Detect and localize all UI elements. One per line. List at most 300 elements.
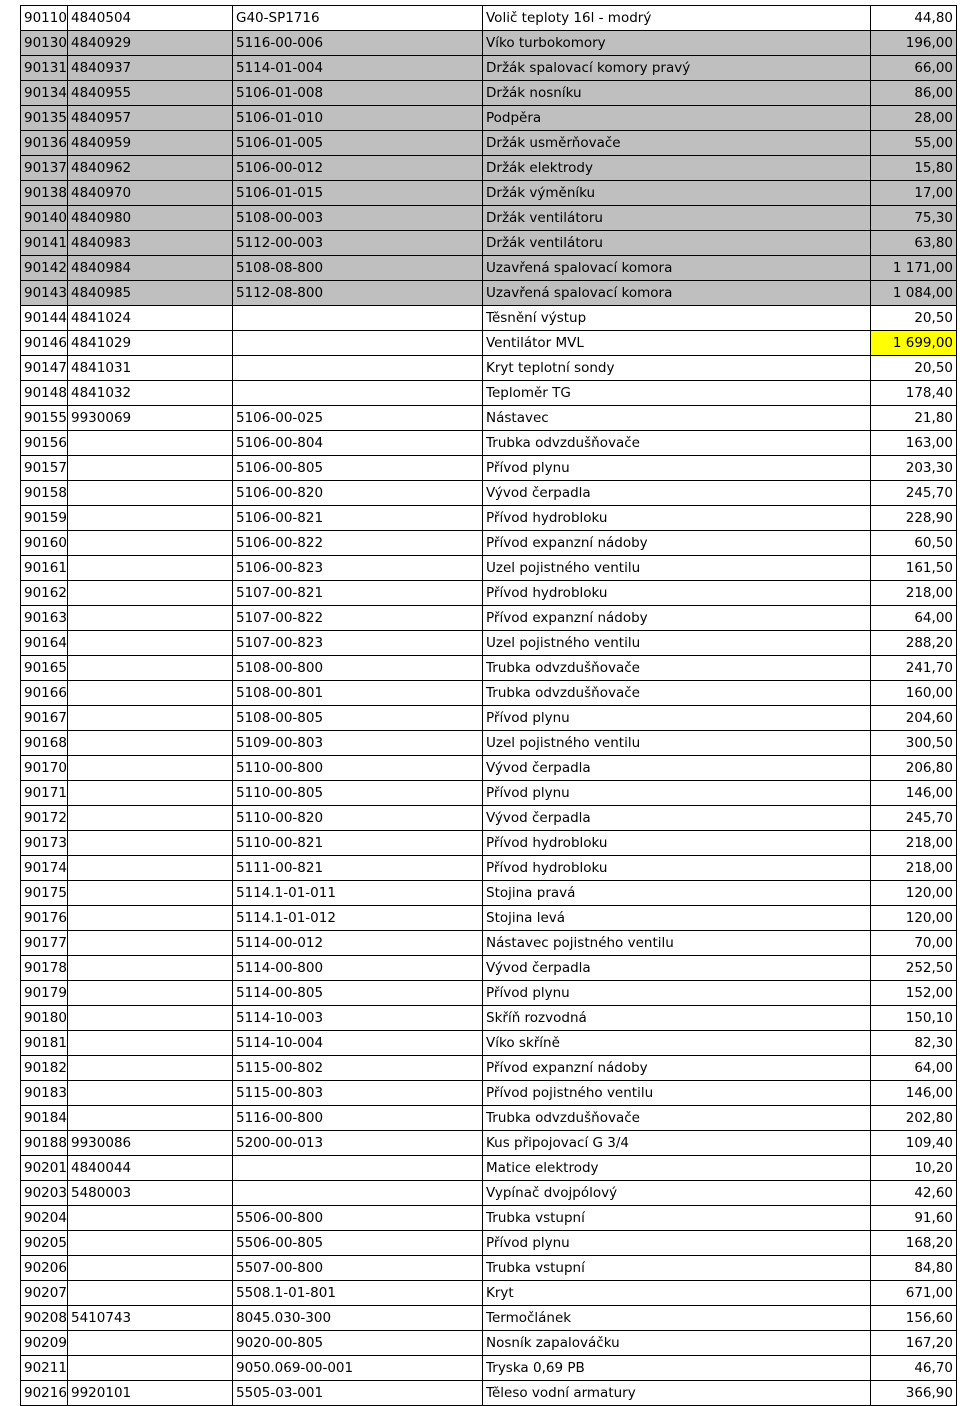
- cell-description: Uzel pojistného ventilu: [483, 731, 871, 756]
- table-row: [21, 1031, 957, 1056]
- table-row: [21, 981, 957, 1006]
- table-row: [21, 431, 957, 456]
- table-row: [21, 281, 957, 306]
- table-row: [21, 581, 957, 606]
- cell-item-number: 90135: [21, 106, 68, 131]
- cell-description: Přívod expanzní nádoby: [483, 531, 871, 556]
- cell-order-code: [68, 906, 233, 931]
- cell-description: Přívod hydrobloku: [483, 581, 871, 606]
- cell-price: 206,80: [871, 756, 957, 781]
- cell-description: Přívod expanzní nádoby: [483, 606, 871, 631]
- cell-part-number: 5108-00-003: [233, 206, 483, 231]
- cell-description: Uzavřená spalovací komora: [483, 256, 871, 281]
- cell-part-number: 5106-00-804: [233, 431, 483, 456]
- cell-part-number: G40-SP1716: [233, 6, 483, 31]
- cell-order-code: [68, 681, 233, 706]
- table-row: [21, 256, 957, 281]
- table-row: [21, 706, 957, 731]
- cell-description: Kus připojovací G 3/4: [483, 1131, 871, 1156]
- cell-part-number: [233, 1181, 483, 1206]
- cell-price: 120,00: [871, 881, 957, 906]
- cell-part-number: 5114-10-004: [233, 1031, 483, 1056]
- cell-item-number: 90155: [21, 406, 68, 431]
- cell-item-number: 90136: [21, 131, 68, 156]
- cell-description: Matice elektrody: [483, 1156, 871, 1181]
- cell-item-number: 90140: [21, 206, 68, 231]
- cell-order-code: [68, 1331, 233, 1356]
- cell-price: 1 699,00: [871, 331, 957, 356]
- cell-item-number: 90162: [21, 581, 68, 606]
- cell-part-number: 5107-00-821: [233, 581, 483, 606]
- cell-item-number: 90137: [21, 156, 68, 181]
- cell-order-code: 4841024: [68, 306, 233, 331]
- cell-order-code: [68, 731, 233, 756]
- cell-item-number: 90180: [21, 1006, 68, 1031]
- cell-part-number: [233, 306, 483, 331]
- cell-price: 241,70: [871, 656, 957, 681]
- cell-part-number: 5114-10-003: [233, 1006, 483, 1031]
- cell-description: Trubka vstupní: [483, 1206, 871, 1231]
- cell-part-number: 5106-01-008: [233, 81, 483, 106]
- cell-description: Přívod plynu: [483, 706, 871, 731]
- cell-description: Přívod plynu: [483, 1231, 871, 1256]
- cell-description: Víko turbokomory: [483, 31, 871, 56]
- cell-price: 366,90: [871, 1381, 957, 1406]
- cell-description: Kryt teplotní sondy: [483, 356, 871, 381]
- cell-description: Držák usměrňovače: [483, 131, 871, 156]
- cell-part-number: 5114.1-01-011: [233, 881, 483, 906]
- cell-order-code: [68, 531, 233, 556]
- cell-description: Víko skříně: [483, 1031, 871, 1056]
- cell-description: Trubka odvzdušňovače: [483, 681, 871, 706]
- table-row: [21, 506, 957, 531]
- cell-price: 168,20: [871, 1231, 957, 1256]
- cell-part-number: 5112-00-003: [233, 231, 483, 256]
- cell-order-code: [68, 1106, 233, 1131]
- table-row: [21, 31, 957, 56]
- cell-order-code: 4840983: [68, 231, 233, 256]
- cell-price: 156,60: [871, 1306, 957, 1331]
- cell-part-number: 5115-00-802: [233, 1056, 483, 1081]
- table-row: [21, 906, 957, 931]
- cell-item-number: 90158: [21, 481, 68, 506]
- table-row: [21, 556, 957, 581]
- table-row: [21, 806, 957, 831]
- cell-description: Stojina pravá: [483, 881, 871, 906]
- cell-item-number: 90166: [21, 681, 68, 706]
- table-row: [21, 731, 957, 756]
- cell-order-code: 4840985: [68, 281, 233, 306]
- cell-price: 17,00: [871, 181, 957, 206]
- cell-price: 15,80: [871, 156, 957, 181]
- cell-item-number: 90201: [21, 1156, 68, 1181]
- table-row: [21, 1006, 957, 1031]
- cell-price: 245,70: [871, 806, 957, 831]
- cell-part-number: 5106-00-805: [233, 456, 483, 481]
- cell-order-code: [68, 1356, 233, 1381]
- cell-price: 178,40: [871, 381, 957, 406]
- cell-price: 10,20: [871, 1156, 957, 1181]
- cell-price: 146,00: [871, 781, 957, 806]
- cell-price: 1 171,00: [871, 256, 957, 281]
- cell-price: 196,00: [871, 31, 957, 56]
- table-row: [21, 181, 957, 206]
- cell-item-number: 90164: [21, 631, 68, 656]
- cell-item-number: 90167: [21, 706, 68, 731]
- cell-description: Trubka odvzdušňovače: [483, 431, 871, 456]
- cell-order-code: [68, 1231, 233, 1256]
- cell-price: 252,50: [871, 956, 957, 981]
- cell-order-code: [68, 931, 233, 956]
- cell-part-number: 5114-01-004: [233, 56, 483, 81]
- cell-price: 75,30: [871, 206, 957, 231]
- cell-description: Stojina levá: [483, 906, 871, 931]
- cell-part-number: 5110-00-820: [233, 806, 483, 831]
- cell-item-number: 90181: [21, 1031, 68, 1056]
- cell-price: 28,00: [871, 106, 957, 131]
- cell-item-number: 90134: [21, 81, 68, 106]
- cell-description: Držák ventilátoru: [483, 206, 871, 231]
- table-row: [21, 156, 957, 181]
- cell-item-number: 90163: [21, 606, 68, 631]
- table-row: [21, 831, 957, 856]
- cell-item-number: 90141: [21, 231, 68, 256]
- cell-item-number: 90159: [21, 506, 68, 531]
- table-row: [21, 956, 957, 981]
- cell-part-number: [233, 1156, 483, 1181]
- cell-item-number: 90144: [21, 306, 68, 331]
- cell-description: Přívod hydrobloku: [483, 856, 871, 881]
- cell-order-code: 4840984: [68, 256, 233, 281]
- table-row: [21, 356, 957, 381]
- cell-part-number: 5108-08-800: [233, 256, 483, 281]
- cell-item-number: 90176: [21, 906, 68, 931]
- cell-item-number: 90204: [21, 1206, 68, 1231]
- cell-part-number: 5106-00-820: [233, 481, 483, 506]
- cell-item-number: 90182: [21, 1056, 68, 1081]
- cell-part-number: 5506-00-805: [233, 1231, 483, 1256]
- cell-order-code: 9920101: [68, 1381, 233, 1406]
- cell-description: Vývod čerpadla: [483, 481, 871, 506]
- table-row: [21, 606, 957, 631]
- table-row: [21, 1281, 957, 1306]
- cell-part-number: 5106-01-015: [233, 181, 483, 206]
- cell-description: Držák elektrody: [483, 156, 871, 181]
- cell-order-code: [68, 456, 233, 481]
- cell-item-number: 90165: [21, 656, 68, 681]
- cell-part-number: 5200-00-013: [233, 1131, 483, 1156]
- cell-order-code: [68, 506, 233, 531]
- table-row: [21, 1106, 957, 1131]
- cell-price: 245,70: [871, 481, 957, 506]
- cell-part-number: 5106-00-025: [233, 406, 483, 431]
- cell-order-code: 4840957: [68, 106, 233, 131]
- table-row: [21, 6, 957, 31]
- table-row: [21, 1206, 957, 1231]
- cell-item-number: 90178: [21, 956, 68, 981]
- table-row: [21, 1331, 957, 1356]
- cell-price: 218,00: [871, 581, 957, 606]
- table-row: [21, 881, 957, 906]
- table-row: [21, 331, 957, 356]
- cell-description: Držák ventilátoru: [483, 231, 871, 256]
- cell-item-number: 90160: [21, 531, 68, 556]
- cell-item-number: 90209: [21, 1331, 68, 1356]
- table-row: [21, 106, 957, 131]
- cell-item-number: 90183: [21, 1081, 68, 1106]
- cell-item-number: 90146: [21, 331, 68, 356]
- cell-price: 288,20: [871, 631, 957, 656]
- cell-order-code: [68, 1081, 233, 1106]
- cell-price: 146,00: [871, 1081, 957, 1106]
- table-row: [21, 81, 957, 106]
- cell-part-number: 5114-00-800: [233, 956, 483, 981]
- cell-part-number: 5116-00-800: [233, 1106, 483, 1131]
- cell-price: 218,00: [871, 831, 957, 856]
- cell-part-number: 5106-00-012: [233, 156, 483, 181]
- cell-order-code: [68, 631, 233, 656]
- cell-price: 203,30: [871, 456, 957, 481]
- cell-part-number: 5106-01-005: [233, 131, 483, 156]
- cell-order-code: [68, 1031, 233, 1056]
- parts-table-body: [21, 6, 957, 1406]
- table-row: [21, 681, 957, 706]
- cell-description: Přívod plynu: [483, 456, 871, 481]
- cell-order-code: 4840980: [68, 206, 233, 231]
- cell-order-code: [68, 781, 233, 806]
- cell-description: Vypínač dvojpólový: [483, 1181, 871, 1206]
- cell-part-number: 5110-00-805: [233, 781, 483, 806]
- cell-description: Držák nosníku: [483, 81, 871, 106]
- cell-order-code: 9930069: [68, 406, 233, 431]
- table-row: [21, 531, 957, 556]
- cell-item-number: 90110: [21, 6, 68, 31]
- cell-description: Uzel pojistného ventilu: [483, 631, 871, 656]
- cell-price: 60,50: [871, 531, 957, 556]
- cell-order-code: [68, 956, 233, 981]
- cell-price: 120,00: [871, 906, 957, 931]
- cell-part-number: 9020-00-805: [233, 1331, 483, 1356]
- cell-item-number: 90130: [21, 31, 68, 56]
- cell-part-number: [233, 356, 483, 381]
- table-row: [21, 1181, 957, 1206]
- cell-order-code: 4840955: [68, 81, 233, 106]
- cell-item-number: 90216: [21, 1381, 68, 1406]
- cell-price: 152,00: [871, 981, 957, 1006]
- cell-description: Přívod pojistného ventilu: [483, 1081, 871, 1106]
- cell-description: Kryt: [483, 1281, 871, 1306]
- cell-order-code: 5410743: [68, 1306, 233, 1331]
- cell-part-number: 5108-00-800: [233, 656, 483, 681]
- cell-description: Těleso vodní armatury: [483, 1381, 871, 1406]
- cell-item-number: 90147: [21, 356, 68, 381]
- cell-order-code: [68, 1206, 233, 1231]
- cell-item-number: 90143: [21, 281, 68, 306]
- cell-order-code: [68, 881, 233, 906]
- cell-order-code: 4840044: [68, 1156, 233, 1181]
- cell-part-number: 5110-00-800: [233, 756, 483, 781]
- cell-part-number: 5114.1-01-012: [233, 906, 483, 931]
- cell-order-code: 5480003: [68, 1181, 233, 1206]
- cell-part-number: 5106-00-823: [233, 556, 483, 581]
- cell-description: Přívod hydrobloku: [483, 506, 871, 531]
- cell-order-code: 4841032: [68, 381, 233, 406]
- cell-item-number: 90177: [21, 931, 68, 956]
- table-row: [21, 131, 957, 156]
- cell-order-code: 4840962: [68, 156, 233, 181]
- cell-price: 160,00: [871, 681, 957, 706]
- cell-item-number: 90179: [21, 981, 68, 1006]
- cell-description: Přívod hydrobloku: [483, 831, 871, 856]
- cell-description: Nástavec: [483, 406, 871, 431]
- cell-part-number: 5112-08-800: [233, 281, 483, 306]
- cell-item-number: 90207: [21, 1281, 68, 1306]
- table-row: [21, 1356, 957, 1381]
- table-row: [21, 856, 957, 881]
- cell-order-code: [68, 1056, 233, 1081]
- cell-part-number: 5106-00-822: [233, 531, 483, 556]
- table-row: [21, 1081, 957, 1106]
- cell-price: 228,90: [871, 506, 957, 531]
- cell-part-number: 5111-00-821: [233, 856, 483, 881]
- cell-item-number: 90203: [21, 1181, 68, 1206]
- cell-price: 300,50: [871, 731, 957, 756]
- cell-description: Uzavřená spalovací komora: [483, 281, 871, 306]
- cell-price: 150,10: [871, 1006, 957, 1031]
- cell-order-code: [68, 706, 233, 731]
- cell-description: Držák spalovací komory pravý: [483, 56, 871, 81]
- cell-price: 1 084,00: [871, 281, 957, 306]
- cell-order-code: [68, 606, 233, 631]
- cell-price: 70,00: [871, 931, 957, 956]
- cell-description: Těsnění výstup: [483, 306, 871, 331]
- cell-price: 44,80: [871, 6, 957, 31]
- cell-part-number: 5109-00-803: [233, 731, 483, 756]
- cell-item-number: 90138: [21, 181, 68, 206]
- cell-description: Vývod čerpadla: [483, 956, 871, 981]
- cell-price: 161,50: [871, 556, 957, 581]
- cell-item-number: 90188: [21, 1131, 68, 1156]
- cell-description: Termočlánek: [483, 1306, 871, 1331]
- cell-price: 82,30: [871, 1031, 957, 1056]
- cell-item-number: 90170: [21, 756, 68, 781]
- cell-description: Vývod čerpadla: [483, 806, 871, 831]
- cell-order-code: [68, 481, 233, 506]
- cell-description: Volič teploty 16l - modrý: [483, 6, 871, 31]
- cell-description: Nástavec pojistného ventilu: [483, 931, 871, 956]
- parts-price-table: [20, 5, 957, 1406]
- cell-order-code: [68, 556, 233, 581]
- table-row: [21, 306, 957, 331]
- cell-item-number: 90184: [21, 1106, 68, 1131]
- cell-description: Ventilátor MVL: [483, 331, 871, 356]
- cell-part-number: 5508.1-01-801: [233, 1281, 483, 1306]
- cell-order-code: 4840970: [68, 181, 233, 206]
- cell-description: Nosník zapalováčku: [483, 1331, 871, 1356]
- cell-description: Trubka odvzdušňovače: [483, 1106, 871, 1131]
- cell-item-number: 90157: [21, 456, 68, 481]
- table-row: [21, 931, 957, 956]
- cell-price: 66,00: [871, 56, 957, 81]
- cell-order-code: 4840504: [68, 6, 233, 31]
- cell-part-number: 5106-00-821: [233, 506, 483, 531]
- table-row: [21, 656, 957, 681]
- cell-item-number: 90156: [21, 431, 68, 456]
- cell-item-number: 90208: [21, 1306, 68, 1331]
- cell-price: 218,00: [871, 856, 957, 881]
- cell-part-number: 5108-00-805: [233, 706, 483, 731]
- cell-order-code: [68, 856, 233, 881]
- cell-part-number: 5107-00-823: [233, 631, 483, 656]
- cell-order-code: [68, 1281, 233, 1306]
- cell-part-number: [233, 381, 483, 406]
- cell-part-number: 5114-00-012: [233, 931, 483, 956]
- cell-description: Trubka odvzdušňovače: [483, 656, 871, 681]
- cell-price: 64,00: [871, 606, 957, 631]
- cell-price: 20,50: [871, 356, 957, 381]
- cell-part-number: 8045.030-300: [233, 1306, 483, 1331]
- table-row: [21, 381, 957, 406]
- cell-item-number: 90142: [21, 256, 68, 281]
- cell-item-number: 90174: [21, 856, 68, 881]
- cell-price: 20,50: [871, 306, 957, 331]
- cell-price: 46,70: [871, 1356, 957, 1381]
- cell-order-code: [68, 1006, 233, 1031]
- cell-price: 167,20: [871, 1331, 957, 1356]
- cell-description: Vývod čerpadla: [483, 756, 871, 781]
- cell-price: 63,80: [871, 231, 957, 256]
- table-row: [21, 231, 957, 256]
- table-row: [21, 1131, 957, 1156]
- table-row: [21, 406, 957, 431]
- cell-order-code: [68, 831, 233, 856]
- cell-price: 109,40: [871, 1131, 957, 1156]
- cell-order-code: [68, 581, 233, 606]
- cell-price: 202,80: [871, 1106, 957, 1131]
- cell-part-number: 9050.069-00-001: [233, 1356, 483, 1381]
- table-row: [21, 756, 957, 781]
- cell-price: 42,60: [871, 1181, 957, 1206]
- cell-item-number: 90175: [21, 881, 68, 906]
- cell-item-number: 90172: [21, 806, 68, 831]
- cell-part-number: 5106-01-010: [233, 106, 483, 131]
- table-row: [21, 1231, 957, 1256]
- cell-order-code: 4840937: [68, 56, 233, 81]
- cell-item-number: 90173: [21, 831, 68, 856]
- cell-description: Podpěra: [483, 106, 871, 131]
- cell-order-code: 4841029: [68, 331, 233, 356]
- cell-part-number: 5116-00-006: [233, 31, 483, 56]
- cell-description: Skříň rozvodná: [483, 1006, 871, 1031]
- cell-part-number: 5505-03-001: [233, 1381, 483, 1406]
- cell-description: Tryska 0,69 PB: [483, 1356, 871, 1381]
- cell-order-code: [68, 756, 233, 781]
- cell-part-number: 5506-00-800: [233, 1206, 483, 1231]
- cell-price: 84,80: [871, 1256, 957, 1281]
- cell-price: 86,00: [871, 81, 957, 106]
- cell-item-number: 90171: [21, 781, 68, 806]
- cell-item-number: 90211: [21, 1356, 68, 1381]
- cell-order-code: [68, 981, 233, 1006]
- cell-description: Teploměr TG: [483, 381, 871, 406]
- cell-item-number: 90205: [21, 1231, 68, 1256]
- table-row: [21, 1156, 957, 1181]
- cell-order-code: [68, 1256, 233, 1281]
- table-row: [21, 1381, 957, 1406]
- table-row: [21, 456, 957, 481]
- table-row: [21, 781, 957, 806]
- cell-description: Trubka vstupní: [483, 1256, 871, 1281]
